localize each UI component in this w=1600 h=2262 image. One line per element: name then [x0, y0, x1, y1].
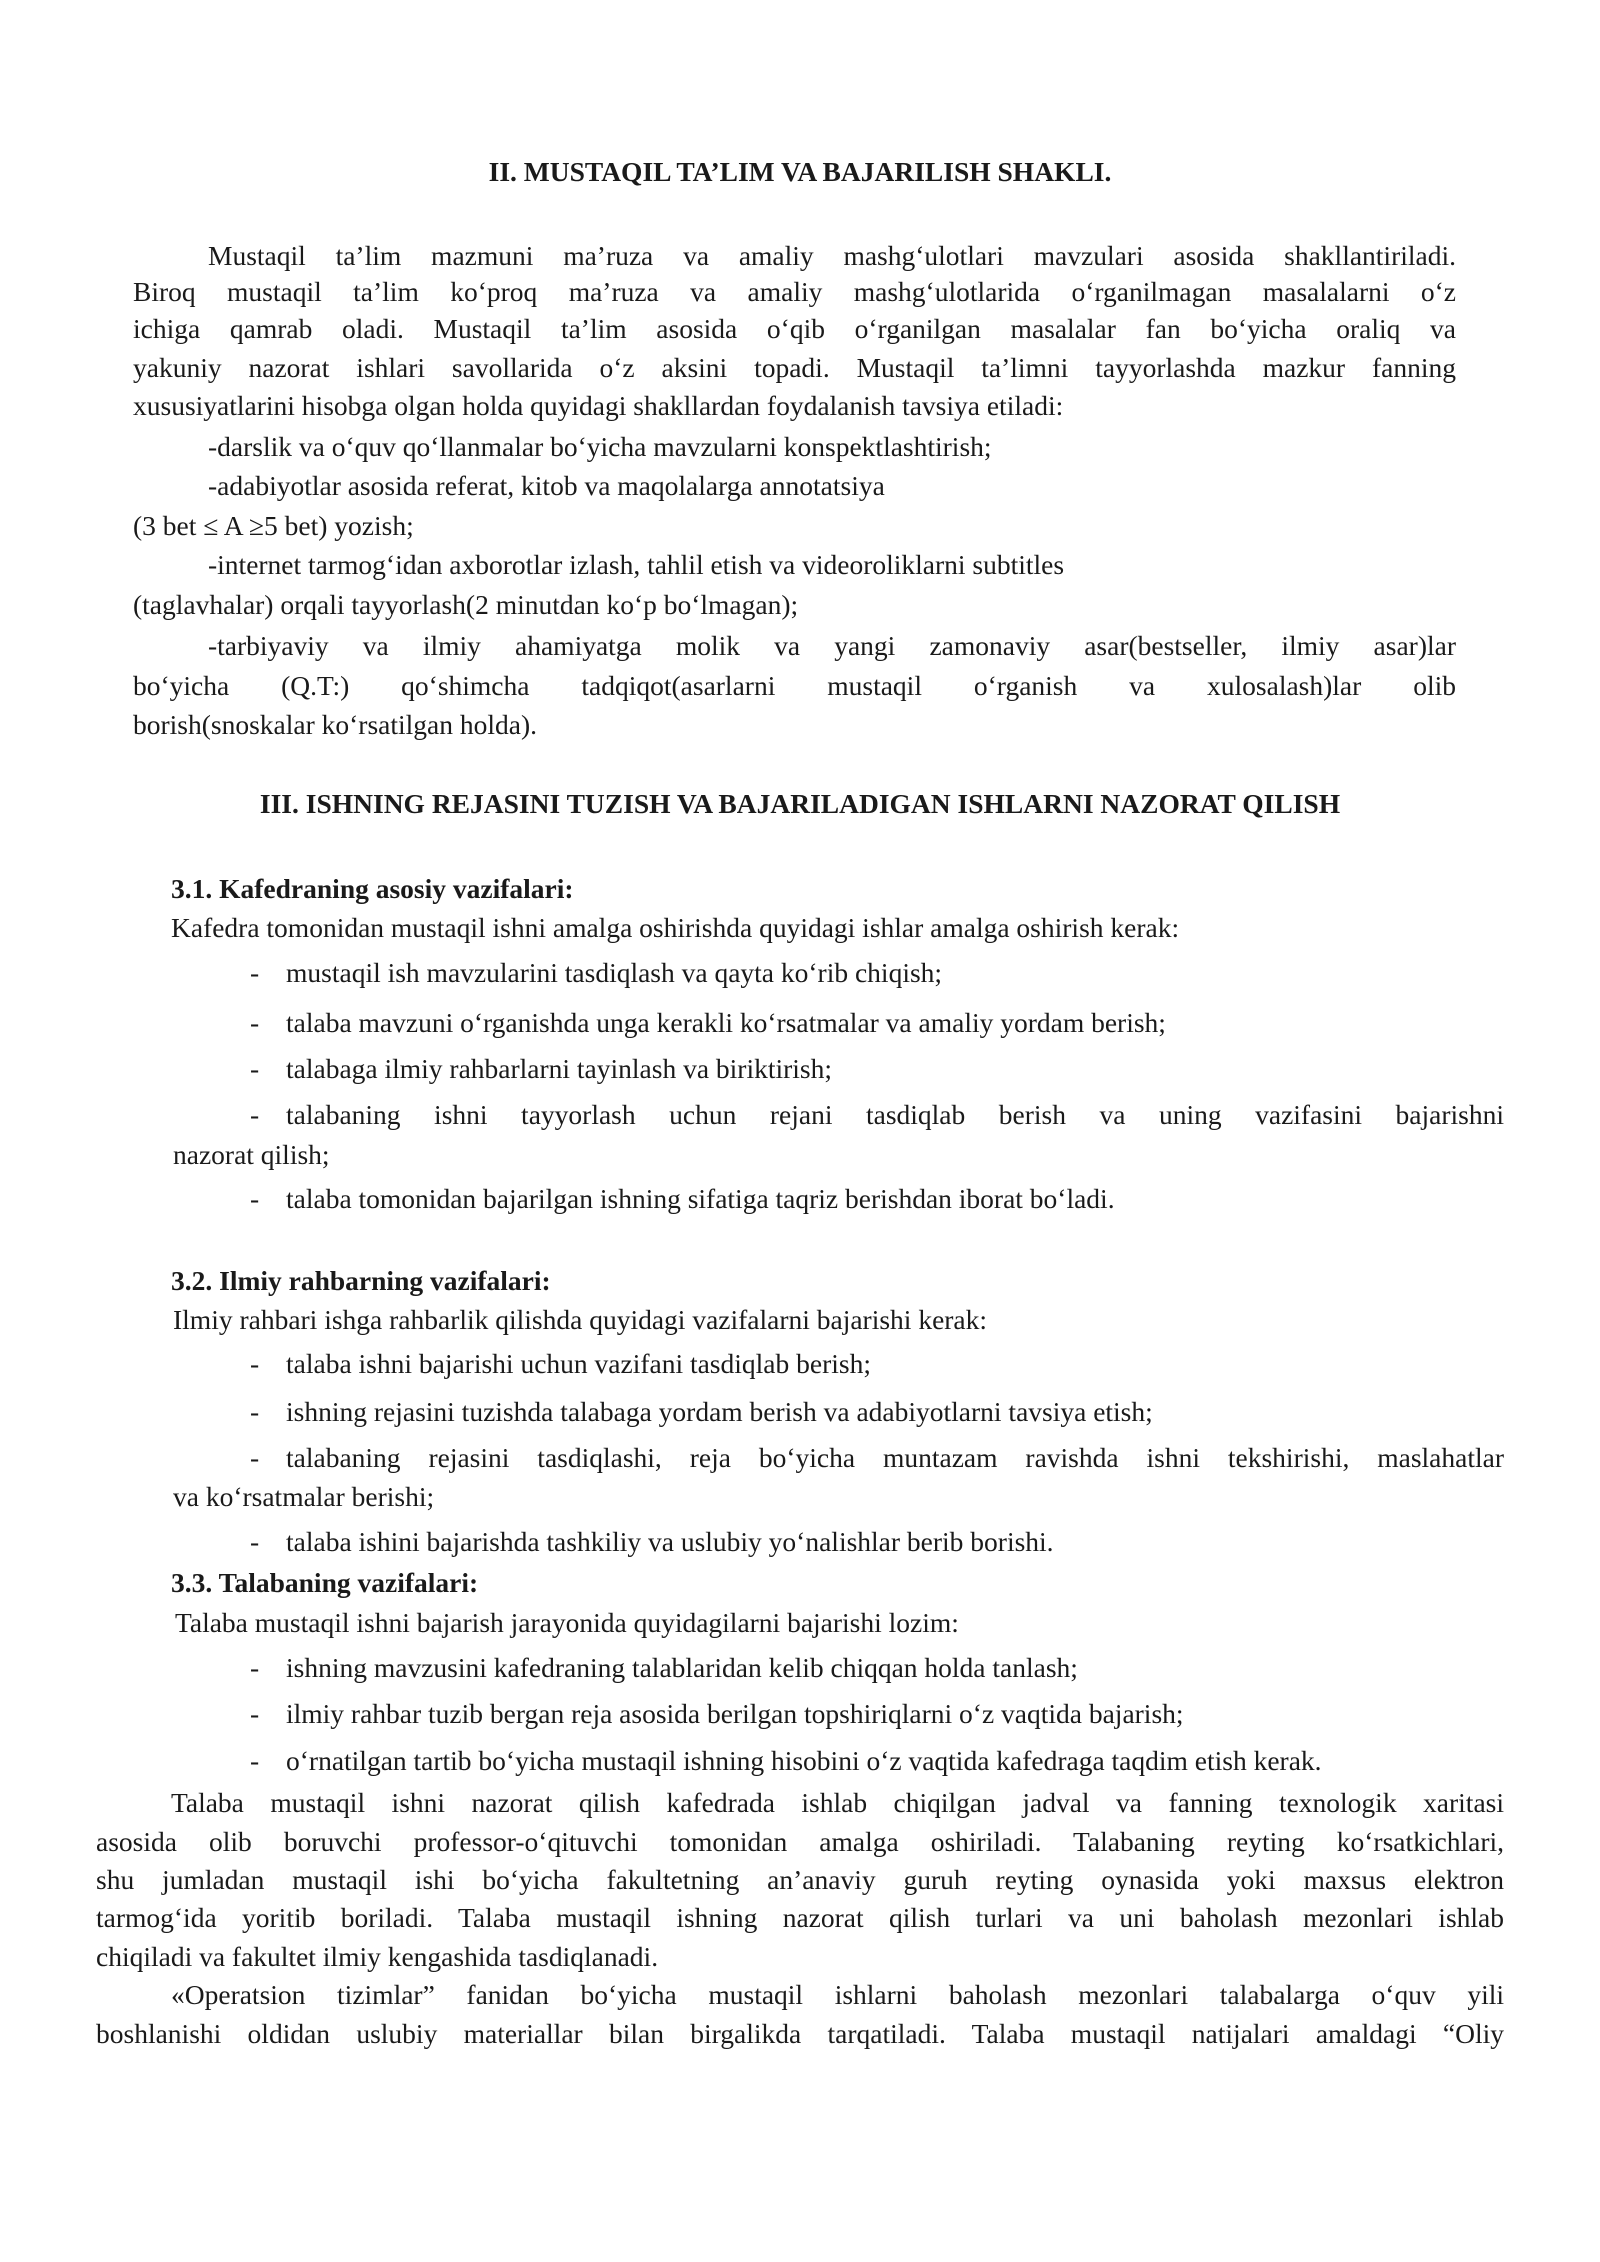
form-item-2b: (3 bet ≤ A ≥5 bet) yozish; — [133, 510, 414, 541]
s31-bullet-1-text: mustaqil ish mavzularini tasdiqlash va qayta ko‘rib chiqish; — [286, 957, 943, 988]
s33-bullet-3-text: o‘rnatilgan tartib bo‘yicha mustaqil ishning hisobini o‘z vaqtida kafedraga taqdim etish kerak. — [286, 1745, 1322, 1776]
form-item-2a: -adabiyotlar asosida referat, kitob va maqolalarga annotatsiya — [208, 470, 885, 501]
dash-marker: - — [250, 1053, 260, 1084]
form-item-3b: (taglavhalar) orqali tayyorlash(2 minutdan ko‘p bo‘lmagan); — [133, 589, 799, 620]
s31-bullet-1 — [250, 954, 942, 993]
final-para-2-line-2: boshlanishi oldidan uslubiy materiallar bilan birgalikda tarqatiladi. Talaba mustaqil natijalari amaldagi “Oliy — [96, 2018, 1504, 2049]
final-para-1-line-3: shu jumladan mustaqil ishi bo‘yicha fakultetning an’anaviy guruh reyting oynasida yoki maxsus elektron — [96, 1864, 1504, 1895]
s31-bullet-3 — [250, 1050, 832, 1089]
s32-bullet-1 — [250, 1345, 871, 1384]
dash-marker: - — [250, 1396, 260, 1427]
subsection-3-3-intro: Talaba mustaqil ishni bajarish jarayonida quyidagilarni bajarishi lozim: — [175, 1607, 959, 1638]
subsection-3-2-intro: Ilmiy rahbari ishga rahbarlik qilishda quyidagi vazifalarni bajarishi kerak: — [173, 1304, 988, 1335]
dash-marker: - — [250, 1698, 260, 1729]
section-3-heading: III. ISHNING REJASINI TUZISH VA BAJARILADIGAN ISHLARNI NAZORAT QILISH — [259, 788, 1341, 819]
s31-bullet-3-text: talabaga ilmiy rahbarlarni tayinlash va biriktirish; — [286, 1053, 833, 1084]
subsection-3-1-intro: Kafedra tomonidan mustaqil ishni amalga oshirishda quyidagi ishlar amalga oshirish kerak: — [171, 912, 1180, 943]
dash-marker: - — [250, 1183, 260, 1214]
s31-bullet-2-text: talaba mavzuni o‘rganishda unga kerakli ko‘rsatmalar va amaliy yordam berish; — [286, 1007, 1166, 1038]
para1-line-1: Mustaqil ta’lim mazmuni ma’ruza va amaliy mashg‘ulotlari mavzulari asosida shakllantiriladi. — [208, 240, 1456, 271]
s33-bullet-1-text: ishning mavzusini kafedraning talablaridan kelib chiqqan holda tanlash; — [286, 1652, 1078, 1683]
dash-marker: - — [250, 1745, 260, 1776]
s33-bullet-3 — [250, 1742, 1322, 1781]
dash-marker: - — [250, 1442, 260, 1473]
final-para-1-line-2: asosida olib boruvchi professor-o‘qituvchi tomonidan amalga oshiriladi. Talabaning reyting ko‘rsatkichlari, — [96, 1826, 1504, 1857]
form-item-3a: -internet tarmog‘idan axborotlar izlash, tahlil etish va videoroliklarni subtitles — [208, 549, 1065, 580]
dash-marker: - — [250, 1348, 260, 1379]
s32-bullet-2-text: ishning rejasini tuzishda talabaga yordam berish va adabiyotlarni tavsiya etish; — [286, 1396, 1153, 1427]
form-item-4-line-2: bo‘yicha (Q.T:) qo‘shimcha tadqiqot(asarlarni mustaqil o‘rganish va xulosalash)lar olib — [133, 670, 1456, 701]
para1-line-4: yakuniy nazorat ishlari savollarida o‘z aksini topadi. Mustaqil ta’limni tayyorlashda mazkur fanning — [133, 352, 1456, 383]
s32-bullet-3 — [250, 1439, 1504, 1478]
subsection-3-3-title: 3.3. Talabaning vazifalari: — [171, 1567, 479, 1598]
form-item-1: -darslik va o‘quv qo‘llanmalar bo‘yicha mavzularni konspektlashtirish; — [208, 431, 992, 462]
s32-bullet-3-cont: va ko‘rsatmalar berishi; — [173, 1481, 435, 1512]
final-para-1-line-5: chiqiladi va fakultet ilmiy kengashida tasdiqlanadi. — [96, 1941, 659, 1972]
dash-marker: - — [250, 1099, 260, 1130]
form-item-4-line-1: -tarbiyaviy va ilmiy ahamiyatga molik va yangi zamonaviy asar(bestseller, ilmiy asar)lar — [208, 630, 1456, 661]
s33-bullet-2-text: ilmiy rahbar tuzib bergan reja asosida berilgan topshiriqlarni o‘z vaqtida bajarish; — [286, 1698, 1184, 1729]
dash-marker: - — [250, 1526, 260, 1557]
para1-line-2: Biroq mustaqil ta’lim ko‘proq ma’ruza va amaliy mashg‘ulotlarida o‘rganilmagan masalalarni o‘z — [133, 276, 1456, 307]
final-para-1-line-4: tarmog‘ida yoritib boriladi. Talaba mustaqil ishning nazorat qilish turlari va uni baholash mezonlari ishlab — [96, 1902, 1504, 1933]
para1-line-3: ichiga qamrab oladi. Mustaqil ta’lim asosida o‘qib o‘rganilgan masalalar fan bo‘yicha oraliq va — [133, 313, 1456, 344]
final-para-2-line-1: «Operatsion tizimlar” fanidan bo‘yicha mustaqil ishlarni baholash mezonlari talabalarga o‘quv yili — [171, 1979, 1504, 2010]
s33-bullet-1 — [250, 1649, 1078, 1688]
s32-bullet-4-text: talaba ishini bajarishda tashkiliy va uslubiy yo‘nalishlar berib borishi. — [286, 1526, 1054, 1557]
section-2-heading: II. MUSTAQIL TA’LIM VA BAJARILISH SHAKLI. — [488, 156, 1112, 187]
s32-bullet-4 — [250, 1523, 1054, 1562]
dash-marker: - — [250, 1652, 260, 1683]
form-item-4-line-3: borish(snoskalar ko‘rsatilgan holda). — [133, 709, 538, 740]
subsection-3-1-title: 3.1. Kafedraning asosiy vazifalari: — [171, 873, 574, 904]
s32-bullet-3-text: talabaning rejasini tasdiqlashi, reja bo‘yicha muntazam ravishda ishni tekshirishi, maslahatlar — [286, 1442, 1504, 1473]
dash-marker: - — [250, 1007, 260, 1038]
dash-marker: - — [250, 957, 260, 988]
subsection-3-2-title: 3.2. Ilmiy rahbarning vazifalari: — [171, 1265, 551, 1296]
s32-bullet-2 — [250, 1393, 1153, 1432]
s33-bullet-2 — [250, 1695, 1184, 1734]
s31-bullet-2 — [250, 1004, 1166, 1043]
s31-bullet-4 — [250, 1096, 1504, 1135]
s31-bullet-5 — [250, 1180, 1115, 1219]
s32-bullet-1-text: talaba ishni bajarishi uchun vazifani tasdiqlab berish; — [286, 1348, 871, 1379]
s31-bullet-4-text: talabaning ishni tayyorlash uchun rejani tasdiqlab berish va uning vazifasini bajarishni — [286, 1099, 1504, 1130]
s31-bullet-5-text: talaba tomonidan bajarilgan ishning sifatiga taqriz berishdan iborat bo‘ladi. — [286, 1183, 1115, 1214]
para1-line-5: xususiyatlarini hisobga olgan holda quyidagi shakllardan foydalanish tavsiya etiladi: — [133, 390, 1064, 421]
s31-bullet-4-cont: nazorat qilish; — [173, 1139, 330, 1170]
final-para-1-line-1: Talaba mustaqil ishni nazorat qilish kafedrada ishlab chiqilgan jadval va fanning texnologik xaritasi — [171, 1787, 1504, 1818]
